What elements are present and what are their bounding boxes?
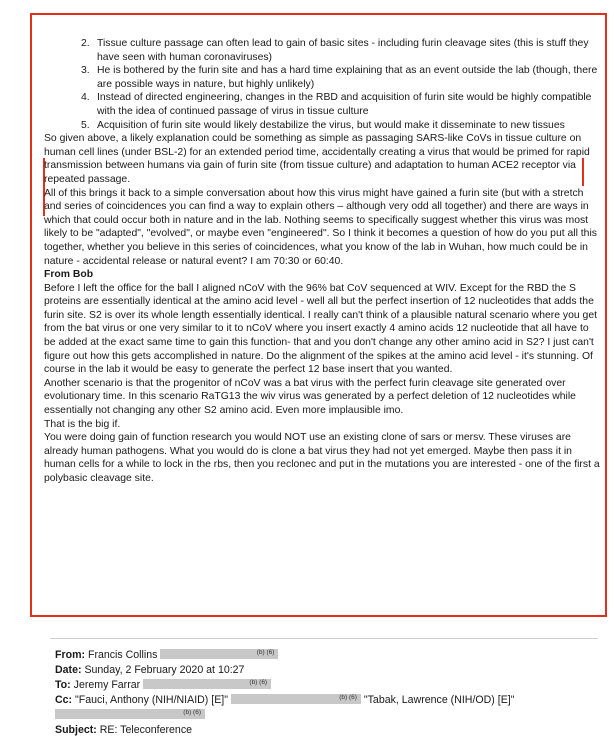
paragraph: That is the big if. [44, 418, 121, 430]
email-body [44, 37, 600, 486]
redaction-block: (b) (6) [55, 709, 205, 719]
cc-name: "Fauci, Anthony (NIH/NIAID) [E]" [75, 694, 228, 706]
list-item: 4. Instead of directed engineering, changes in the RBD and acquisition of furin site would be highly compatible with the idea of continued passage of virus in tissue culture [81, 92, 592, 117]
list-item: 5. Acquisition of furin site would likely destabilize the virus, but would make it disseminate to new tissues [81, 119, 565, 131]
paragraph: All of this brings it back to a simple conversation about how this virus might have gained a furin site (but with a stretch and series of coincidences you can find a way to explain others – although very odd all together) and there are ways in which that could occur both in nature and in the lab. Nothing seems to specifically suggest whether this virus was most likely to be "adapted", "evolved", or maybe even "engineered". So I think it becomes a question of how do you put all this together, whether you believe in this series of coincidences, what you know of the lab in Wuhan, how much could be in nature - accidental release or natural event? I am 70:30 or 60:40. [44, 187, 597, 267]
header-divider [50, 638, 598, 639]
date-value: Sunday, 2 February 2020 at 10:27 [84, 664, 245, 676]
date-row: Date: Sunday, 2 February 2020 at 10:27 [55, 664, 245, 676]
from-bob-heading: From Bob [44, 269, 94, 281]
subject-value: RE: Teleconference [99, 724, 193, 736]
from-row: From: Francis Collins (b) (6) [55, 648, 605, 663]
paragraph: Another scenario is that the progenitor of nCoV was a bat virus with the perfect furin cleavage site generated over evolutionary time. In this scenario RaTG13 the wiv virus was generated by a perfect deletion of 12 nucleotides while essentially not changing any other S2 amino acid. Even more implausible imo. [44, 377, 576, 417]
redaction-block: (b) (6) [143, 679, 271, 689]
highlighted-paragraph: So given above, a likely explanation could be something as simple as passaging SARS-like CoVs in tissue culture on human cell lines (under BSL-2) for an extended period time, accidentally creating a virus that would be primed for rapid transmission between humans via gain of furin site (from tissue culture) and adaptation to human ACE2 receptor via repeated passage. [44, 133, 590, 185]
paragraph: Before I left the office for the ball I aligned nCoV with the 96% bat CoV sequenced at WIV. Except for the RBD the S proteins are essentially identical at the amino acid level - well all but the perfect insertion of 12 nucleotides that adds the furin site. S2 is over its whole length essentially identical. I really can't think of a plausible natural scenario where you get from the bat virus or one very similar to it to nCoV where you insert exactly 4 amino acids 12 nucleotide that all have to be added at the exact same time to gain this function- that and you don't change any other amino acid in S2? I just can't figure out how this gets accomplished in nature. Do the alignment of the spikes at the amino acid level - it's stunning. Of course in the lab it would be easy to generate the perfect 12 base insert that you wanted. [44, 282, 597, 376]
email-header [55, 648, 605, 738]
paragraph: You were doing gain of function research you would NOT use an existing clone of sars or mersv. These viruses are already human pathogens. What you would do is clone a bat virus they had not yet emerged. Maybe then pass it in human cells for a while to lock in the rbs, then you reclonec and put in the mutations you are interested - one of the first a polybasic cleavage site. [44, 432, 600, 484]
cc-continuation-row [55, 708, 605, 723]
to-row: To: Jeremy Farrar (b) (6) [55, 678, 605, 693]
redaction-block: (b) (6) [160, 649, 278, 659]
redaction-block: (b) (6) [231, 694, 361, 704]
from-name: Francis Collins [87, 649, 158, 661]
list-item: 2. Tissue culture passage can often lead to gain of basic sites - including furin cleavage sites (this is stuff they have seen with human coronaviruses) [81, 38, 589, 63]
cc-name: "Tabak, Lawrence (NIH/OD) [E]" [363, 694, 515, 706]
numbered-list [55, 37, 600, 132]
list-item: 3. He is bothered by the furin site and has a hard time explaining that as an event outside the lab (though, there are possible ways in nature, but highly unlikely) [81, 65, 598, 90]
to-name: Jeremy Farrar [73, 679, 141, 691]
subject-row: Subject: RE: Teleconference [55, 724, 193, 736]
cc-row: Cc: "Fauci, Anthony (NIH/NIAID) [E]" (b) (6) "Tabak, Lawrence (NIH/OD) [E]" [55, 694, 515, 706]
